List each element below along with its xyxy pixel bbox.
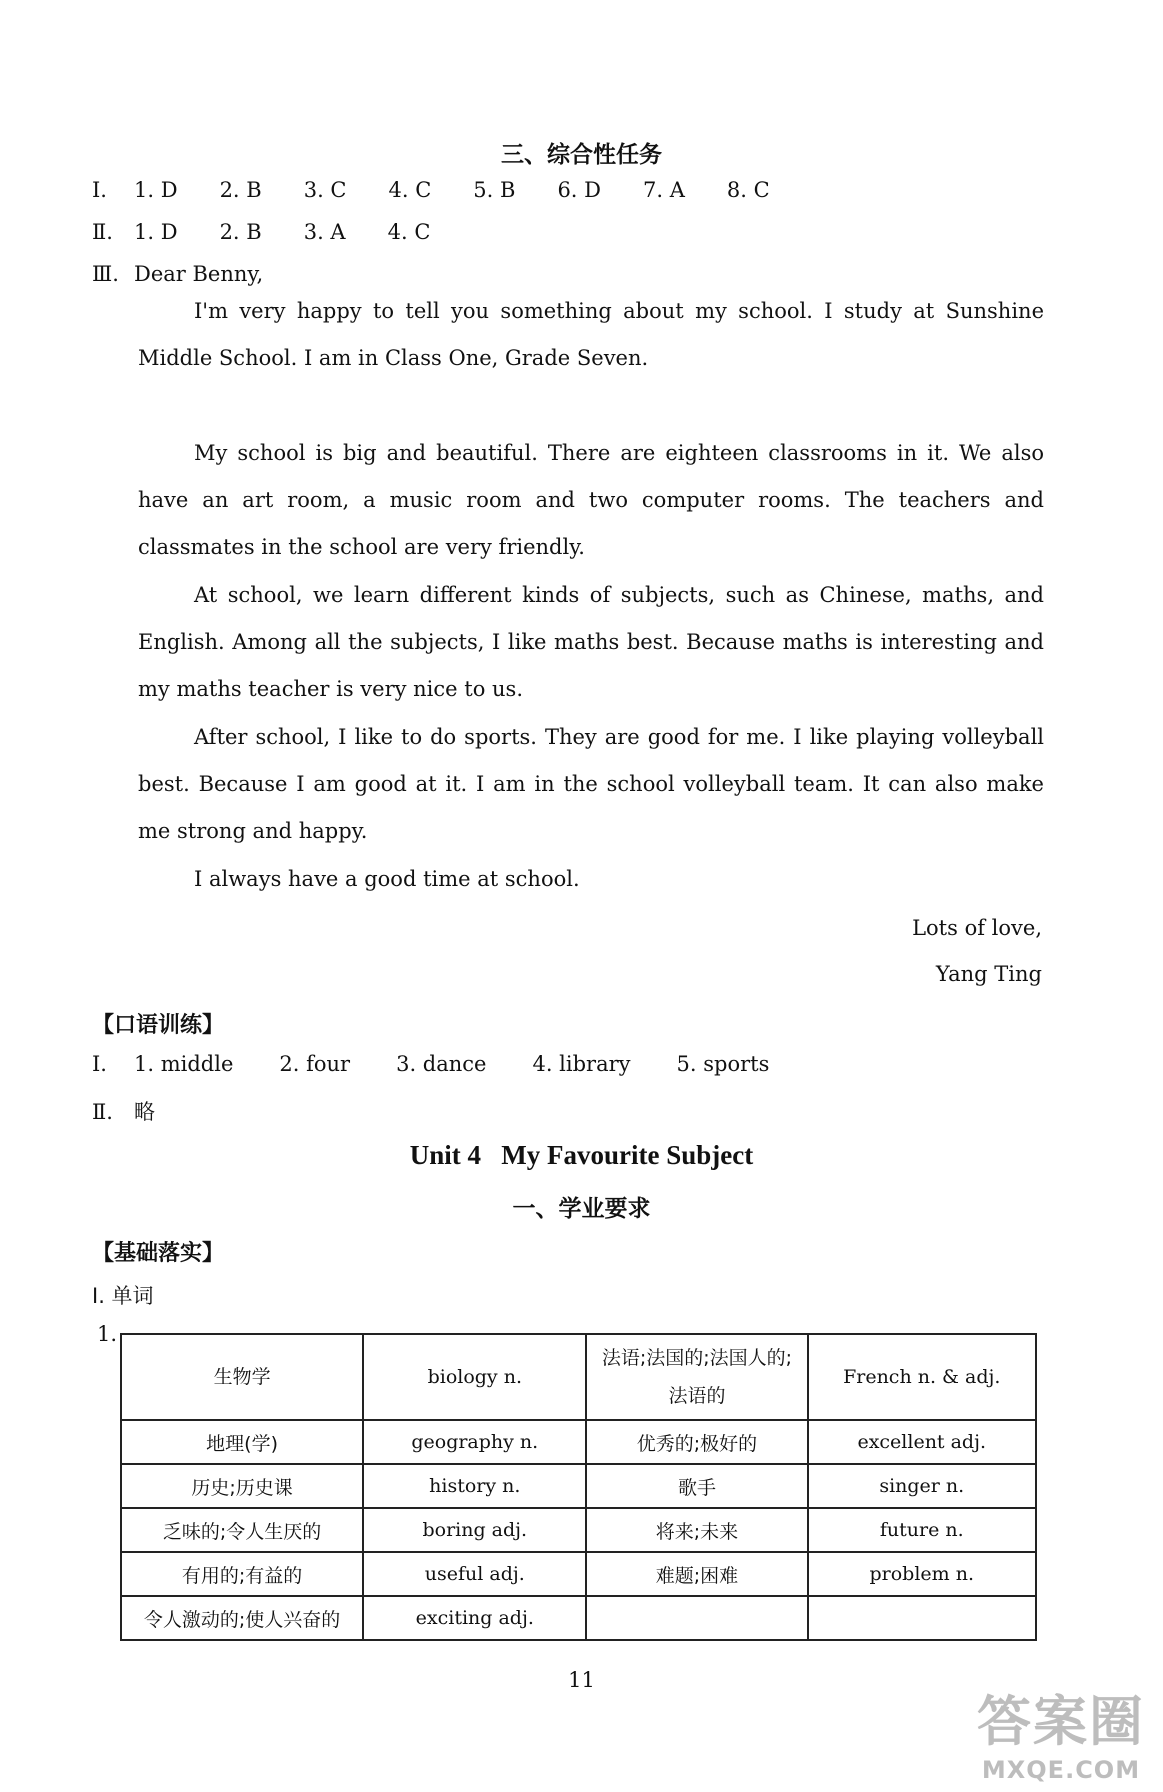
table-cell: singer n.	[808, 1464, 1037, 1508]
table-cell: future n.	[808, 1508, 1037, 1552]
table-cell: 歌手	[586, 1464, 807, 1508]
table-cell: 难题;困难	[586, 1552, 807, 1596]
answer-item: 4. C	[387, 220, 431, 244]
page-number: 11	[568, 1668, 595, 1692]
table-row	[121, 1420, 1036, 1464]
roman-label: Ⅰ.	[92, 1052, 107, 1076]
table-cell: 生物学	[121, 1334, 363, 1420]
table-cell: 令人激动的;使人兴奋的	[121, 1596, 363, 1640]
oral-training-title: 【口语训练】	[92, 1013, 225, 1038]
table-cell: history n.	[363, 1464, 586, 1508]
answer-item: 6. D	[557, 178, 601, 202]
watermark-url: MXQE.COM	[981, 1756, 1141, 1784]
roman-label: Ⅰ.	[92, 178, 107, 202]
answer-item: 2. B	[219, 220, 262, 244]
table-cell: 乏味的;令人生厌的	[121, 1508, 363, 1552]
vocabulary-table	[120, 1333, 1037, 1641]
answer-item: 7. A	[643, 178, 685, 202]
table-cell: French n. & adj.	[808, 1334, 1037, 1420]
unit-title: Unit 4 My Favourite Subject	[409, 1140, 754, 1170]
letter-signature: Yang Ting	[935, 962, 1042, 986]
table-cell: 法语;法国的;法国人的;法语的	[586, 1334, 807, 1420]
words-title: Ⅰ. 单词	[92, 1284, 154, 1308]
table-cell: problem n.	[808, 1552, 1037, 1596]
letter-closing: Lots of love,	[912, 916, 1042, 940]
answer-item: 1. middle	[134, 1052, 234, 1076]
letter-greeting: Dear Benny,	[134, 262, 264, 286]
table-cell: excellent adj.	[808, 1420, 1037, 1464]
letter-paragraph: I'm very happy to tell you something about my school. I study at Sunshine Middle School. I am in Class One, Grade Seven.	[138, 299, 1044, 370]
answer-row-part1	[92, 178, 812, 202]
table-cell: 有用的;有益的	[121, 1552, 363, 1596]
watermark-logo: 答案圈	[977, 1690, 1145, 1753]
letter-paragraph: I always have a good time at school.	[194, 867, 580, 891]
answer-item: 2. four	[279, 1052, 351, 1076]
basics-title: 【基础落实】	[92, 1241, 225, 1266]
table-row	[121, 1334, 1036, 1420]
answer-omitted: 略	[134, 1100, 155, 1124]
answer-item: 1. D	[134, 178, 178, 202]
table-row	[121, 1508, 1036, 1552]
table-cell: useful adj.	[363, 1552, 586, 1596]
roman-label: Ⅲ.	[92, 262, 119, 286]
table-cell: 优秀的;极好的	[586, 1420, 807, 1464]
section-title-comprehensive: 三、综合性任务	[501, 142, 662, 168]
roman-label: Ⅱ.	[92, 1100, 113, 1124]
site-watermark	[977, 1679, 1145, 1784]
table-number: 1.	[97, 1322, 118, 1346]
table-cell	[808, 1596, 1037, 1640]
letter-paragraph: After school, I like to do sports. They are good for me. I like playing volleyball best. Because I am good at it. I am in the school volleyball team. It can also make me strong and happy.	[138, 725, 1044, 843]
answer-row-oral2	[92, 1096, 155, 1126]
roman-label: Ⅱ.	[92, 220, 113, 244]
answer-row-oral1	[92, 1052, 815, 1076]
answer-row-part2	[92, 220, 472, 244]
table-cell: biology n.	[363, 1334, 586, 1420]
answer-item: 4. library	[532, 1052, 631, 1076]
letter-paragraph: At school, we learn different kinds of subjects, such as Chinese, maths, and English. Among all the subjects, I like maths best. Because maths is interesting and my maths teacher is very nice to us.	[138, 583, 1044, 701]
table-cell: geography n.	[363, 1420, 586, 1464]
table-row	[121, 1552, 1036, 1596]
answer-item: 5. B	[473, 178, 516, 202]
section-title-academic: 一、学业要求	[512, 1196, 651, 1222]
letter-greeting-row	[92, 262, 263, 286]
table-cell: 历史;历史课	[121, 1464, 363, 1508]
answer-item: 4. C	[388, 178, 432, 202]
answer-item: 8. C	[726, 178, 770, 202]
table-cell	[586, 1596, 807, 1640]
answer-item: 1. D	[134, 220, 178, 244]
answer-item: 3. C	[303, 178, 347, 202]
table-row	[121, 1596, 1036, 1640]
answer-item: 5. sports	[676, 1052, 770, 1076]
table-cell: exciting adj.	[363, 1596, 586, 1640]
answer-item: 2. B	[219, 178, 262, 202]
table-cell: boring adj.	[363, 1508, 586, 1552]
letter-paragraph: My school is big and beautiful. There are eighteen classrooms in it. We also have an art room, a music room and two computer rooms. The teachers and classmates in the school are very friendly.	[138, 441, 1044, 559]
answer-item: 3. A	[303, 220, 346, 244]
table-row	[121, 1464, 1036, 1508]
table-cell: 将来;未来	[586, 1508, 807, 1552]
answer-item: 3. dance	[396, 1052, 487, 1076]
table-cell: 地理(学)	[121, 1420, 363, 1464]
